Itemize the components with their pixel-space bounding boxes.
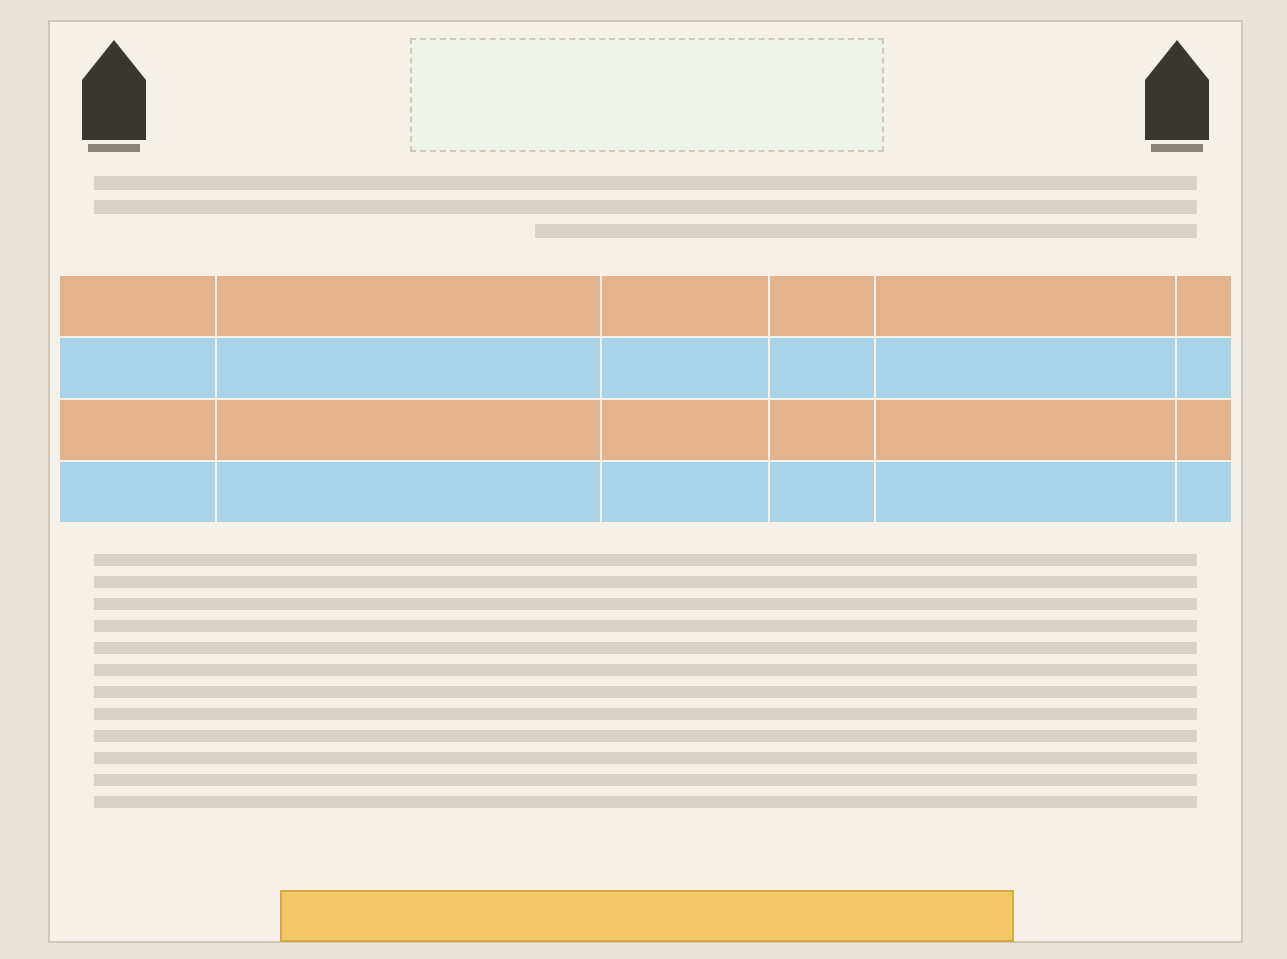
intro-paragraph (94, 166, 1197, 258)
table-header-row (59, 275, 1232, 337)
table-header-cell (1176, 275, 1232, 337)
table-header-cell (601, 275, 769, 337)
text-line (94, 642, 1197, 654)
table-cell (59, 399, 216, 461)
organization-logo-icon (1131, 36, 1223, 156)
table-header-cell (875, 275, 1176, 337)
text-line (94, 708, 1197, 720)
text-line (94, 664, 1197, 676)
table-cell (769, 337, 875, 399)
notice-title (410, 38, 884, 152)
table-cell (601, 337, 769, 399)
table-cell (875, 337, 1176, 399)
table-cell (216, 461, 601, 523)
table-cell (601, 461, 769, 523)
text-line (94, 554, 1197, 566)
table-row (59, 461, 1232, 523)
table-header-cell (769, 275, 875, 337)
table-cell (875, 399, 1176, 461)
text-line (535, 224, 1197, 238)
table-row (59, 337, 1232, 399)
table-cell (59, 337, 216, 399)
text-line (94, 686, 1197, 698)
table-cell (769, 461, 875, 523)
table-header-cell (216, 275, 601, 337)
text-line (94, 576, 1197, 588)
organization-logo-icon (68, 36, 160, 156)
table-cell (216, 337, 601, 399)
table-cell (216, 399, 601, 461)
table-cell (769, 399, 875, 461)
table-cell (1176, 461, 1232, 523)
table-header-cell (59, 275, 216, 337)
table-cell (875, 461, 1176, 523)
auction-notice-page (48, 20, 1243, 943)
text-line (94, 730, 1197, 742)
table-cell (59, 461, 216, 523)
text-line (94, 796, 1197, 808)
footer-banner (280, 890, 1014, 942)
table-cell (1176, 399, 1232, 461)
table-cell (1176, 337, 1232, 399)
text-line (94, 200, 1197, 214)
table-cell (601, 399, 769, 461)
text-line (94, 598, 1197, 610)
text-line (94, 620, 1197, 632)
notes-section (94, 544, 1197, 844)
auction-table (58, 274, 1233, 524)
table-row (59, 399, 1232, 461)
text-line (94, 176, 1197, 190)
text-line (94, 752, 1197, 764)
text-line (94, 774, 1197, 786)
